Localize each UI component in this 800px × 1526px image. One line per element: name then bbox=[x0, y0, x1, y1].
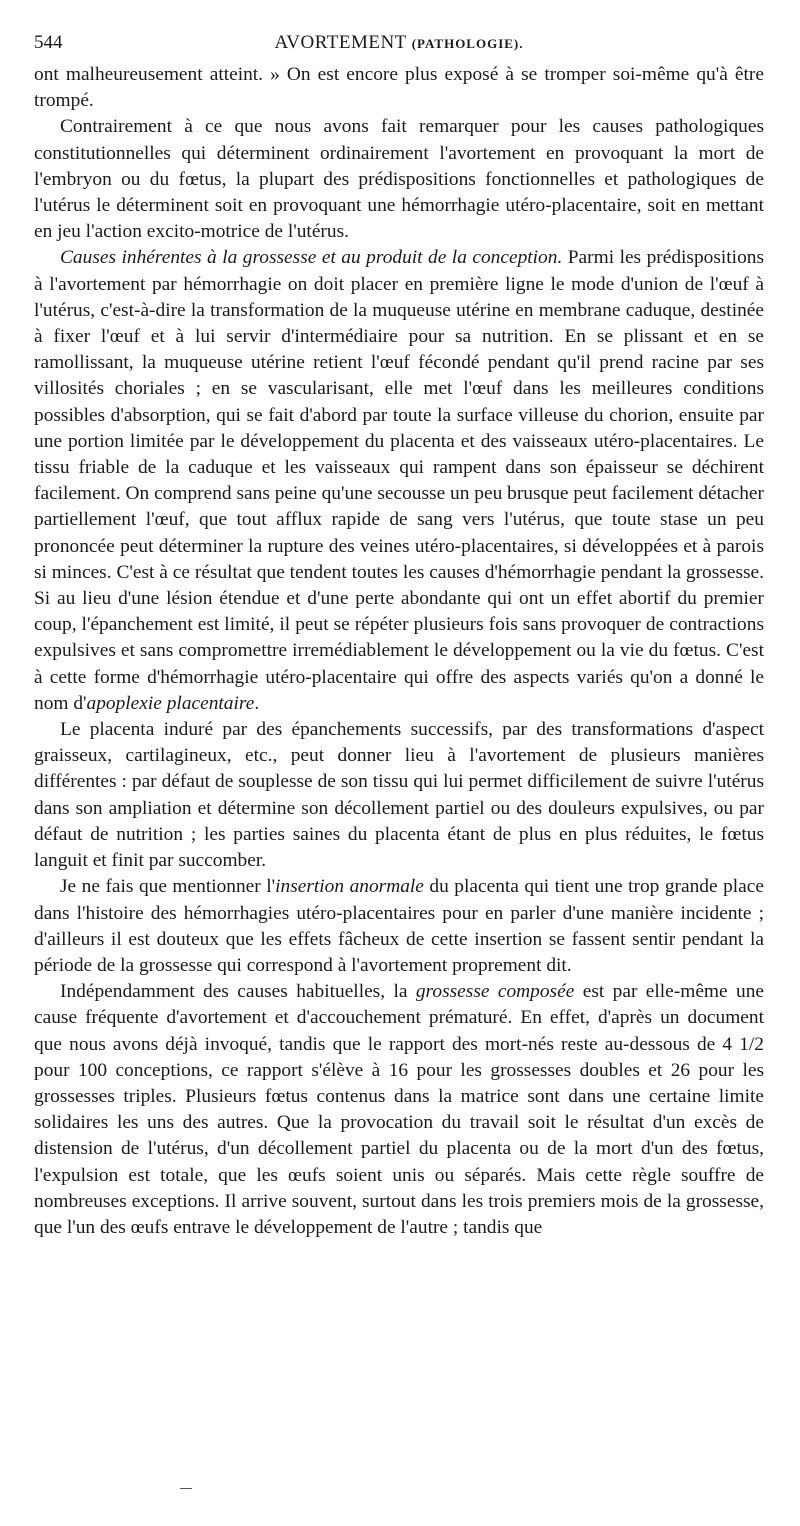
italic-phrase: Causes inhérentes à la grossesse et au produit de la conception. bbox=[60, 247, 563, 269]
text-run: Indépendamment des causes habituelles, la bbox=[60, 981, 416, 1003]
text-run: du placenta qui tient une trop grande place dans l'histoire des hémorrhagies utéro-placentaires pour en parler d'une manière incidente ; d'ailleurs il est douteux que les effets fâcheux de cette insertion se fassent sentir pendant la période de la grossesse qui correspond à l'avortement proprement dit. bbox=[34, 876, 764, 976]
page-number: 544 bbox=[34, 32, 63, 53]
running-title-subtitle: (PATHOLOGIE). bbox=[411, 36, 524, 51]
text-run: Je ne fais que mentionner l' bbox=[60, 876, 276, 898]
running-title-main: AVORTEMENT bbox=[274, 32, 407, 53]
italic-phrase: grossesse composée bbox=[415, 981, 575, 1003]
paragraph bbox=[34, 717, 764, 874]
italic-phrase: apoplexie placentaire bbox=[86, 692, 255, 714]
paragraph bbox=[34, 62, 764, 114]
body-text bbox=[34, 62, 764, 1241]
text-run: Parmi les prédispositions à l'avortement par hémorrhagie on doit placer en première ligne le mode d'union de l'œuf à l'utérus, c'est-à-dire la transformation de la muqueuse utérine en membrane caduque, destinée à fixer l'œuf et à lui servir d'intermédiaire pour sa nutrition. En se plissant et en se ramollissant, la muqueuse utérine retient l'œuf fécondé pendant qu'il prend racine par ses villosités choriales ; en se vascularisant, elle met l'œuf dans les meilleures conditions possibles d'absorption, qui se fait d'abord par toute la surface villeuse du chorion, ensuite par une portion limitée par le développement du placenta et des vaisseaux utéro-placentaires. Le tissu friable de la caduque et les vaisseaux qui rampent dans son épaisseur se déchirent facilement. On comprend sans peine qu'une secousse un peu brusque peut facilement détacher partiellement l'œuf, que tout afflux rapide de sang vers l'utérus, que toute stase un peu prononcée peut déterminer la rupture des veines utéro-placentaires, si développées et à parois si minces. C'est à ce résultat que tendent toutes les causes d'hémorrhagie pendant la grossesse. Si au lieu d'une lésion étendue et d'une perte abondante qui ont un effet abortif du premier coup, l'épanchement est limité, il peut se répéter plusieurs fois sans provoquer de contractions expulsives et sans compromettre irremédiablement le développement ou la vie du fœtus. C'est à cette forme d'hémorrhagie utéro-placentaire qui offre des aspects variés qu'on a donné le nom d' bbox=[34, 247, 765, 714]
printer-mark bbox=[180, 1488, 192, 1489]
paragraph bbox=[34, 245, 764, 717]
text-run: Le placenta induré par des épanchements successifs, par des transformations d'aspect graisseux, cartilagineux, etc., peut donner lieu à l'avortement de plusieurs manières différentes : par défaut de souplesse de son tissu qui lui permet difficilement de suivre l'utérus dans son ampliation et détermine son décollement partiel ou des douleurs expulsives, ou par défaut de nutrition ; les parties saines du placenta étant de plus en plus réduites, le fœtus languit et finit par succomber. bbox=[34, 719, 764, 872]
text-run: . bbox=[254, 692, 260, 714]
paragraph bbox=[34, 979, 764, 1241]
paragraph bbox=[34, 874, 764, 979]
text-run: ont malheureusement atteint. » On est encore plus exposé à se tromper soi-même qu'à être trompé. bbox=[34, 64, 764, 112]
paragraph bbox=[34, 114, 764, 245]
text-run: est par elle-même une cause fréquente d'avortement et d'accouchement prématuré. En effet, d'après un document que nous avons déjà invoqué, tandis que le rapport des mort-nés reste au-dessous de 4 1/2 pour 100 conceptions, ce rapport s'élève à 16 pour les grossesses doubles et 26 pour les grossesses triples. Plusieurs fœtus contenus dans la matrice sont dans une certaine limite solidaires les uns des autres. Que la provocation du travail soit le résultat d'un excès de distension de l'utérus, d'un décollement partiel du placenta ou de la mort d'un des fœtus, l'expulsion est totale, que les œufs soient unis ou séparés. Mais cette règle souffre de nombreuses exceptions. Il arrive souvent, surtout dans les trois premiers mois de la grossesse, que l'un des œufs entrave le développement de l'autre ; tandis que bbox=[34, 981, 765, 1238]
running-title bbox=[34, 30, 764, 57]
italic-phrase: insertion anormale bbox=[275, 876, 424, 898]
text-run: Contrairement à ce que nous avons fait remarquer pour les causes pathologiques constitutionnelles qui déterminent ordinairement l'avortement en provoquant la mort de l'embryon ou du fœtus, la plupart des prédispositions fonctionnelles et pathologiques de l'utérus le déterminent soit en provoquant une hémorrhagie utéro-placentaire, soit en mettant en jeu l'action excito-motrice de l'utérus. bbox=[34, 116, 764, 243]
page-header bbox=[34, 30, 764, 56]
